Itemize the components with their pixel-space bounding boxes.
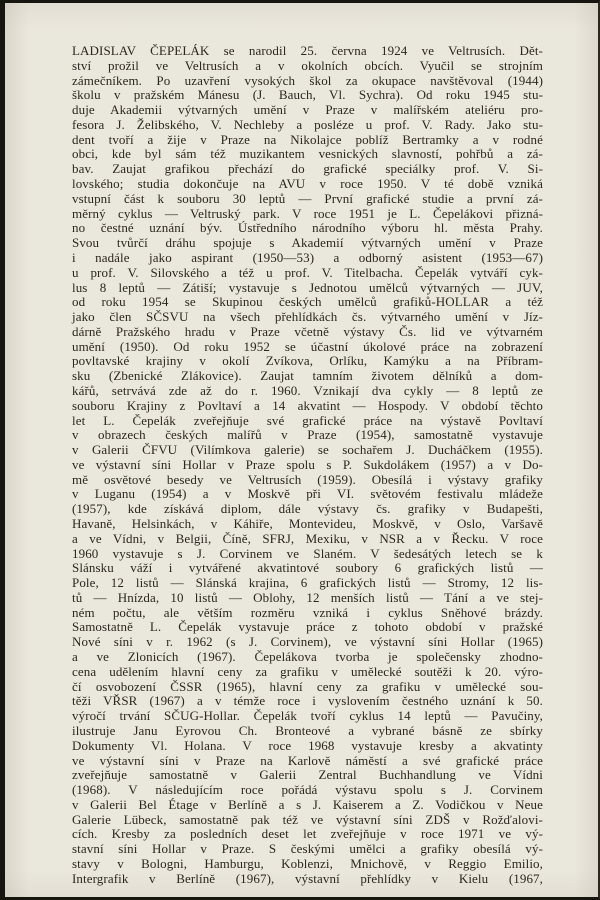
text-line: Dokumenty Vl. Holana. V roce 1968 vystavuje kresby a akvatinty xyxy=(72,737,543,753)
text-line: fesora J. Želibského, V. Nechleby a posléze u prof. V. Rady. Jako stu- xyxy=(72,116,543,132)
text-line: ve výstavní síni Hollar v Praze spolu s P. Sukdolákem (1957) a v Do- xyxy=(72,456,543,472)
text-line: měrný cyklus — Veltruský park. V roce 1951 je L. Čepelákovi přizná- xyxy=(72,205,543,221)
text-line: ném počtu, ale větším rozměru vzniká i cyklus Sněhové brázdy. xyxy=(72,604,543,620)
text-line: LADISLAV ČEPELÁK se narodil 25. června 1924 ve Veltrusích. Dět- xyxy=(72,43,543,58)
text-line: mě osvětové besedy ve Veltrusích (1959). Obesílá i výstavy grafiky xyxy=(72,471,543,487)
text-line: v obrazech českých malířů v Praze (1954), samostatně vystavuje xyxy=(72,427,543,443)
text-line: dent tvoří a žije v Praze na Nikolajce poblíž Bertramky a v rodné xyxy=(72,131,543,147)
text-line: cích. Kresby za posledních deset let zveřejňuje v roce 1971 ve vý- xyxy=(72,826,543,842)
biography-paragraph xyxy=(72,44,543,887)
text-line: bav. Zaujat grafikou přechází do grafické speciálky prof. V. Si- xyxy=(72,161,543,177)
text-line: (1957), kde získává diplom, dále výstavy čs. grafiky v Budapešti, xyxy=(72,501,543,517)
text-line: kářů, setrvává zde až do r. 1960. Vznikají dva cykly — 8 leptů ze xyxy=(72,382,543,398)
text-line: Havaně, Helsinkách, v Káhiře, Montevideu, Moskvě, v Oslo, Varšavě xyxy=(72,516,543,531)
text-line: Slánsku váží i vytvářené akvatintové soubory 6 grafických listů — xyxy=(72,560,543,576)
text-line: vstupní část k souboru 30 leptů — První grafické studie a první zá- xyxy=(72,190,543,206)
text-line: souboru Krajiny z Povltaví a 14 akvatint — Hospody. V období těchto xyxy=(72,397,543,413)
text-line: tů — Hnízda, 10 listů — Oblohy, 12 menších listů — Tání a ve stej- xyxy=(72,589,543,605)
text-line: a ve Zlonicích (1967). Čepelákova tvorba je společensky zhodno- xyxy=(72,649,543,665)
text-line: u prof. V. Silovského a též u prof. V. Titelbacha. Čepelák vytváří cyk- xyxy=(72,264,543,280)
text-line: čí osvobození ČSSR (1965), hlavní ceny za grafiku v umělecké sou- xyxy=(72,678,543,694)
text-line: v Luganu (1954) a v Moskvě při VI. světovém festivalu mládeže xyxy=(72,486,543,502)
text-line: povltavské krajiny v okolí Zvíkova, Orlíku, Kamýku a na Příbram- xyxy=(72,353,543,369)
text-line: ilustruje Janu Eyrovou Ch. Bronteové a vybrané básně ze sbírky xyxy=(72,722,543,738)
text-line: ve výstavní síni v Praze na Karlově náměstí a své grafické práce xyxy=(72,752,543,768)
text-line: dárně Pražského hradu v Praze včetně výstavy Čs. lid ve výtvarném xyxy=(72,323,543,339)
text-line: Svou tvůrčí dráhu spojuje s Akademií výtvarných umění v Praze xyxy=(72,235,543,251)
text-line: Pole, 12 listů — Slánská krajina, 6 grafických listů — Stromy, 12 lis- xyxy=(72,575,543,591)
text-line: od roku 1954 se Skupinou českých umělců grafiků-HOLLAR a též xyxy=(72,294,543,310)
text-line: jako člen SČSVU na všech přehlídkách čs. výtvarného umění v Jíz- xyxy=(72,309,543,325)
text-line: 1960 vystavuje s J. Corvinem ve Slaném. V šedesátých letech se k xyxy=(72,545,543,561)
text-line: Samostatně L. Čepelák vystavuje práce z tohoto období v pražské xyxy=(72,619,543,635)
text-line: umění (1950). Od roku 1952 se účastní úkolové práce na zobrazení xyxy=(72,338,543,354)
text-line: Galerie Lübeck, samostatně pak též ve výstavní síni ZDŠ v Rožďalovi- xyxy=(72,811,543,827)
text-line: obci, kde byl sám též muzikantem vesnických slavností, pohřbů a zá- xyxy=(72,146,543,162)
text-line: stavní síni Hollar v Praze. S českými umělci a grafiky obesílá vý- xyxy=(72,841,543,857)
text-line: no čestné uznání býv. Ústředního národního výboru hl. města Prahy. xyxy=(72,220,543,236)
text-line: let L. Čepelák zveřejňuje své grafické práce na výstavě Povltaví xyxy=(72,412,543,428)
text-line: zveřejňuje samostatně v Galerii Zentral Buchhandlung ve Vídni xyxy=(72,767,543,783)
text-line: lus 8 leptů — Zátiší; vystavuje s Jednotou umělců výtvarných — JUV, xyxy=(72,279,543,295)
text-line: stavy v Bologni, Hamburgu, Koblenzi, Mnichově, v Reggio Emilio, xyxy=(72,855,543,871)
text-line: a ve Vídni, v Belgii, Číně, SFRJ, Mexiku, v NSR a v Řecku. V roce xyxy=(72,530,543,546)
text-line: Nové síni v r. 1962 (s J. Corvinem), ve výstavní síni Hollar (1965) xyxy=(72,634,543,650)
text-line: lovského; studia dokončuje na AVU v roce 1950. V té době vzniká xyxy=(72,176,543,192)
text-line: školu v pražském Mánesu (J. Bauch, Vl. Sychra). Od roku 1945 stu- xyxy=(72,87,543,103)
text-line: v Galerii ČFVU (Vilímkova galerie) se sochařem J. Ducháčkem (1955). xyxy=(72,442,543,458)
text-line: cena udělením hlavní ceny za grafiku v umělecké soutěži k 20. výro- xyxy=(72,663,543,679)
text-line: zámečníkem. Po uzavření vysokých škol za okupace navštěvoval (1944) xyxy=(72,72,543,88)
text-line: i nadále jako aspirant (1950—53) a odborný asistent (1953—67) xyxy=(72,249,543,265)
text-line: těži VŘSR (1967) a v témže roce i vyslovením čestného uznání k 50. xyxy=(72,693,543,709)
text-line: Intergrafik v Berlíně (1967), výstavní přehlídky v Kielu (1967, xyxy=(72,870,543,886)
text-line: výročí trvání SČUG-Hollar. Čepelák tvoří cyklus 14 leptů — Pavučiny, xyxy=(72,708,543,724)
text-line: ství prožil ve Veltrusích a v okolních obcích. Vyučil se strojním xyxy=(72,57,543,73)
text-line: (1968). V následujícím roce pořádá výstavu spolu s J. Corvinem xyxy=(72,782,543,798)
text-line: duje Akademii výtvarných umění v Praze v malířském ateliéru pro- xyxy=(72,102,543,118)
text-line: sku (Zbenické Zlákovice). Zaujat tamním životem dělníků a dom- xyxy=(72,368,543,384)
text-line: v Galerii Bel Étage v Berlíně a s J. Kaiserem a Z. Vodičkou v Neue xyxy=(72,796,543,812)
